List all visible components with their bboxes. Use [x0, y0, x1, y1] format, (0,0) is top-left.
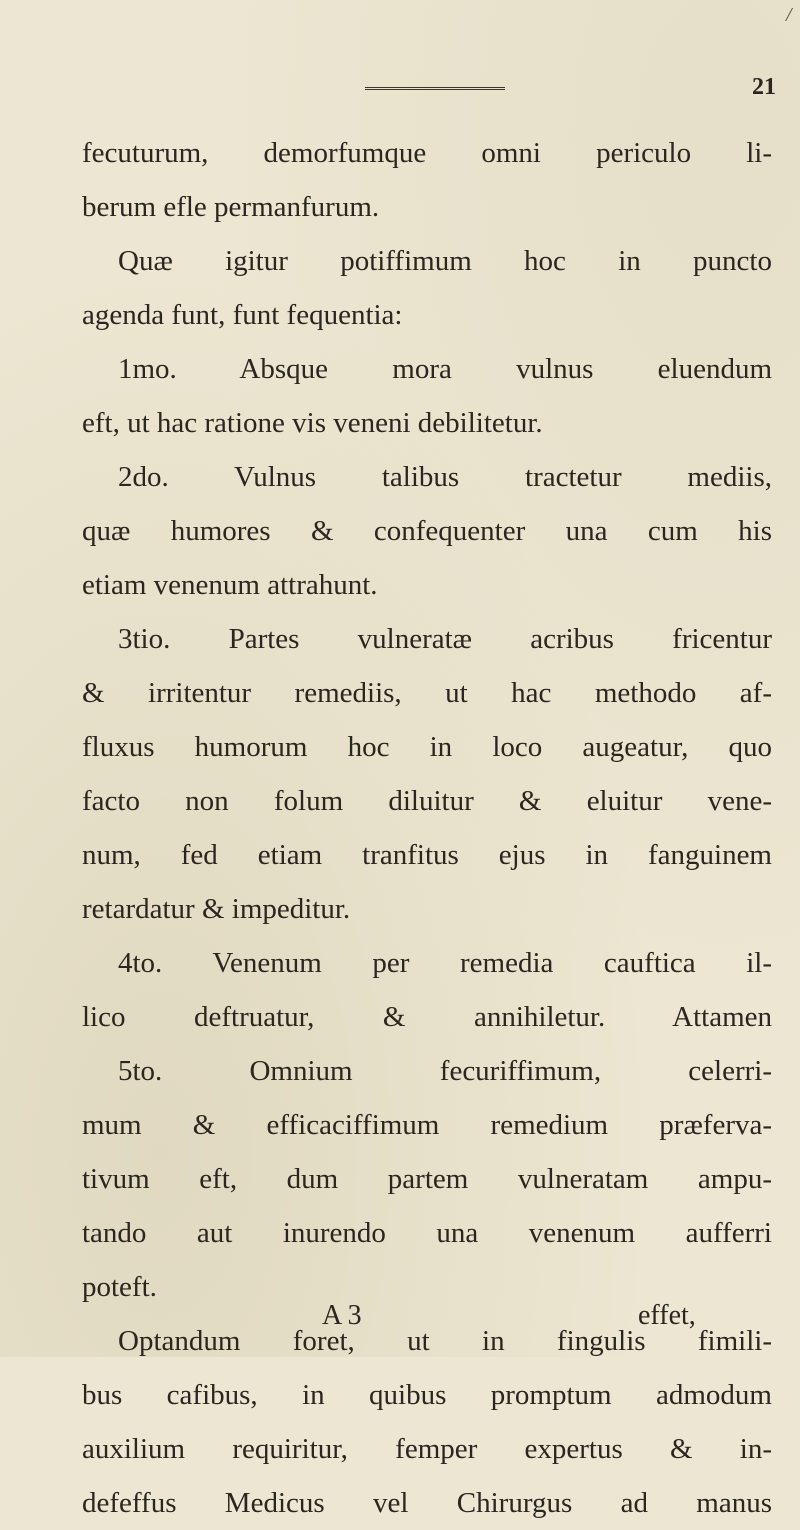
text-line: 4to. Venenum per remedia cauftica il- [118, 947, 772, 979]
text-line: facto non folum diluitur & eluitur vene- [82, 785, 772, 817]
text-line: 3tio. Partes vulneratæ acribus fricentur [118, 623, 772, 655]
text-line: fluxus humorum hoc in loco augeatur, quo [82, 731, 772, 763]
text-line: agenda funt, funt fequentia: [82, 299, 403, 331]
text-line: poteft. [82, 1271, 157, 1303]
text-line: Quæ igitur potiffimum hoc in puncto [118, 245, 772, 277]
text-line: num, fed etiam tranfitus ejus in fanguinem [82, 839, 772, 871]
signature-mark: A 3 [322, 1300, 362, 1331]
text-line: quæ humores & confequenter una cum his [82, 515, 772, 547]
text-line: fecuturum, demorfumque omni periculo li- [82, 137, 772, 169]
text-line: tando aut inurendo una venenum aufferri [82, 1217, 772, 1249]
text-line: 1mo. Absque mora vulnus eluendum [118, 353, 772, 385]
text-line: Optandum foret, ut in fingulis fimili- [118, 1325, 772, 1357]
header-rule [365, 87, 505, 90]
text-line: auxilium requiritur, femper expertus & in- [82, 1433, 772, 1465]
text-line: etiam venenum attrahunt. [82, 569, 378, 601]
text-line: lico deftruatur, & annihiletur. Attamen [82, 1001, 772, 1033]
corner-mark: / [786, 4, 792, 26]
catchword: effet, [638, 1300, 696, 1331]
text-line: 2do. Vulnus talibus tractetur mediis, [118, 461, 772, 493]
text-line: eft, ut hac ratione vis veneni debilitetur. [82, 407, 543, 439]
text-line: 5to. Omnium fecuriffimum, celerri- [118, 1055, 772, 1087]
page-number: 21 [752, 74, 776, 100]
text-line: tivum eft, dum partem vulneratam ampu- [82, 1163, 772, 1195]
text-line: & irritentur remediis, ut hac methodo af- [82, 677, 772, 709]
text-line: defeffus Medicus vel Chirurgus ad manus [82, 1487, 772, 1519]
text-line: mum & efficaciffimum remedium præferva- [82, 1109, 772, 1141]
text-line: berum efle permanfurum. [82, 191, 380, 223]
text-line: retardatur & impeditur. [82, 893, 351, 925]
text-line: bus cafibus, in quibus promptum admodum [82, 1379, 772, 1411]
